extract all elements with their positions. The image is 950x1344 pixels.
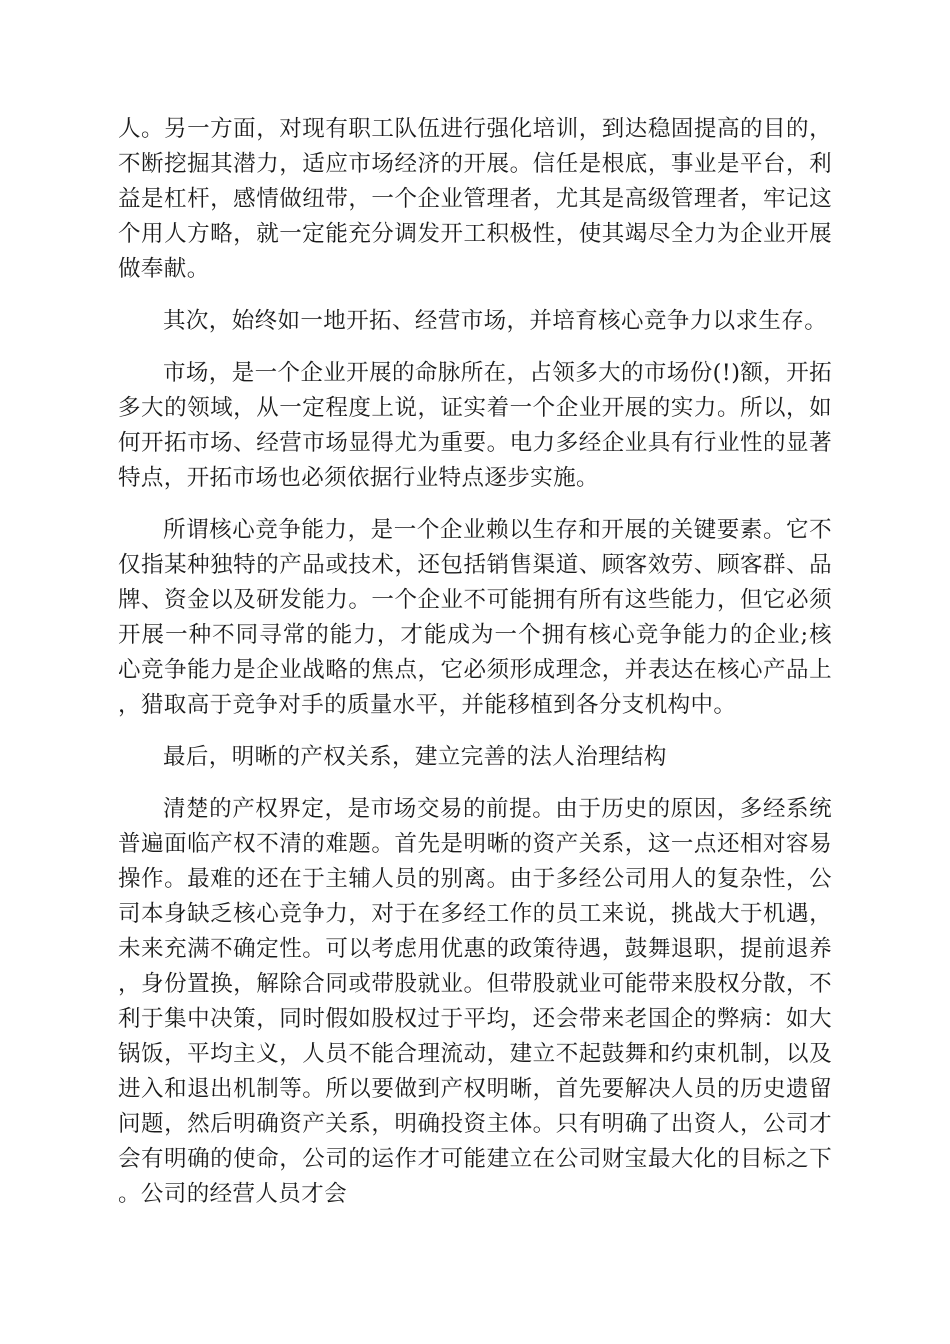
document-page (118, 112, 832, 1229)
paragraph-market: 市场，是一个企业开展的命脉所在，占领多大的市场份(!)额，开拓多大的领域，从一定程度上说，证实着一个企业开展的实力。所以，如何开拓市场、经营市场显得尤为重要。电力多经企业具有行业性的显著特点，开拓市场也必须依据行业特点逐步实施。 (118, 360, 832, 491)
paragraph-continuation: 人。另一方面，对现有职工队伍进行强化培训，到达稳固提高的目的，不断挖掘其潜力，适应市场经济的开展。信任是根底，事业是平台，利益是杠杆，感情做纽带，一个企业管理者，尤其是高级管理者，牢记这个用人方略，就一定能充分调发开工积极性，使其竭尽全力为企业开展做奉献。 (118, 116, 832, 282)
paragraph-core-competence: 所谓核心竞争能力，是一个企业赖以生存和开展的关键要素。它不仅指某种独特的产品或技术，还包括销售渠道、顾客效劳、顾客群、品牌、资金以及研发能力。一个企业不可能拥有所有这些能力，但它必须开展一种不同寻常的能力，才能成为一个拥有核心竞争能力的企业;核心竞争能力是企业战略的焦点，它必须形成理念，并表达在核心产品上，猎取高于竞争对手的质量水平，并能移植到各分支机构中。 (118, 517, 832, 718)
paragraph-property-rights-heading: 最后，明晰的产权关系，建立完善的法人治理结构 (163, 744, 667, 770)
paragraph-property-rights: 清楚的产权界定，是市场交易的前提。由于历史的原因，多经系统普遍面临产权不清的难题。首先是明晰的资产关系，这一点还相对容易操作。最难的还在于主辅人员的别离。由于多经公司用人的复杂性，公司本身缺乏核心竞争力，对于在多经工作的员工来说，挑战大于机遇，未来充满不确定性。可以考虑用优惠的政策待遇，鼓舞退职，提前退养，身份置换，解除合同或带股就业。但带股就业可能带来股权分散，不利于集中决策，同时假如股权过于平均，还会带来老国企的弊病：如大锅饭，平均主义，人员不能合理流动，建立不起鼓舞和约束机制，以及进入和退出机制等。所以要做到产权明晰，首先要解决人员的历史遗留问题，然后明确资产关系，明确投资主体。只有明确了出资人，公司才会有明确的使命，公司的运作才可能建立在公司财宝最大化的目标之下。公司的经营人员才会 (118, 796, 832, 1207)
paragraph-market-strategy-heading: 其次，始终如一地开拓、经营市场，并培育核心竞争力以求生存。 (163, 308, 828, 334)
